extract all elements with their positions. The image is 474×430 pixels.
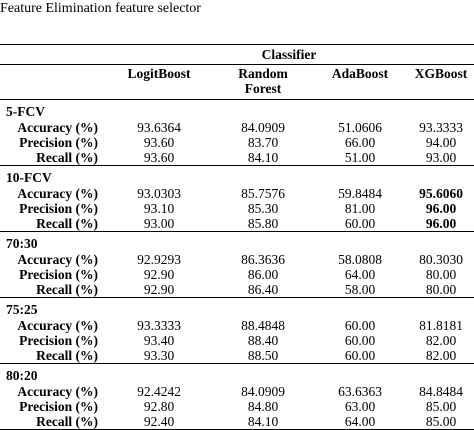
table-body: [0, 100, 474, 430]
group-row: [0, 232, 474, 253]
metric-label: Recall (%): [0, 414, 104, 430]
metric-label: Accuracy (%): [17, 186, 98, 201]
value-cell: 85.00: [408, 414, 474, 430]
value-cell: 64.00: [344, 267, 376, 282]
group-row: [0, 364, 474, 385]
value-cell: 81.00: [344, 201, 376, 216]
value-cell: 96.00: [425, 201, 457, 216]
metric-label: Accuracy (%): [17, 252, 98, 267]
table-row: [0, 318, 474, 333]
classifier-header-row: [0, 45, 474, 65]
value-cell: 93.60: [143, 150, 175, 165]
value-cell: 84.10: [247, 150, 279, 165]
metric-label: Recall (%): [36, 150, 98, 165]
value-cell: 81.8181: [419, 318, 463, 333]
table-row: [0, 348, 474, 364]
group-label: 70:30: [0, 232, 474, 253]
value-cell: 85.00: [425, 399, 457, 414]
value-cell: 63.00: [344, 399, 376, 414]
value-cell: 92.9293: [137, 252, 181, 267]
group-row: [0, 298, 474, 319]
value-cell: 63.6363: [338, 384, 382, 399]
value-cell: 51.00: [344, 150, 376, 165]
table-row: [0, 384, 474, 399]
metric-label: Accuracy (%): [17, 120, 98, 135]
metric-label: Recall (%): [36, 282, 98, 297]
metric-label: Precision (%): [19, 135, 98, 150]
value-cell: 84.8484: [419, 384, 463, 399]
table-row: [0, 333, 474, 348]
table-row: [0, 267, 474, 282]
table-row: [0, 399, 474, 414]
value-cell: 58.0808: [338, 252, 382, 267]
value-cell: 80.00: [425, 282, 457, 297]
group-row: [0, 100, 474, 121]
metric-label: Accuracy (%): [17, 384, 98, 399]
metric-label: Recall (%): [36, 216, 98, 231]
value-cell: 82.00: [425, 333, 457, 348]
table-caption: Feature Elimination feature selector: [0, 1, 201, 16]
value-cell: 92.4242: [137, 384, 181, 399]
column-header: LogitBoost: [104, 65, 214, 100]
value-cell: 83.70: [247, 135, 279, 150]
value-cell: 58.00: [344, 282, 376, 297]
table-row: [0, 186, 474, 201]
table-row: [0, 216, 474, 232]
table-row: [0, 150, 474, 166]
value-cell: 80.3030: [419, 252, 463, 267]
value-cell: 88.50: [247, 348, 279, 363]
metric-label: Accuracy (%): [17, 318, 98, 333]
classifier-header: Classifier: [104, 45, 474, 65]
value-cell: 93.6364: [137, 120, 181, 135]
value-cell: 82.00: [425, 348, 457, 363]
value-cell: 85.7576: [241, 186, 285, 201]
table-row: [0, 120, 474, 135]
value-cell: 84.10: [214, 414, 312, 430]
value-cell: 93.0303: [137, 186, 181, 201]
table-row: [0, 282, 474, 298]
group-label: 80:20: [0, 364, 474, 385]
value-cell: 84.0909: [241, 120, 285, 135]
value-cell: 59.8484: [338, 186, 382, 201]
metric-label: Precision (%): [19, 201, 98, 216]
value-cell: 93.00: [425, 150, 457, 165]
value-cell: 88.4848: [241, 318, 285, 333]
metric-label: Precision (%): [19, 399, 98, 414]
value-cell: 84.0909: [241, 384, 285, 399]
column-header: XGBoost: [408, 65, 474, 100]
table-row: [0, 201, 474, 216]
results-table: [0, 44, 474, 430]
value-cell: 93.3333: [419, 120, 463, 135]
value-cell: 86.00: [247, 267, 279, 282]
value-cell: 92.90: [143, 282, 175, 297]
group-label: 5-FCV: [6, 104, 45, 119]
metric-label: Precision (%): [19, 267, 98, 282]
metric-label: Precision (%): [19, 333, 98, 348]
value-cell: 60.00: [344, 348, 376, 363]
value-cell: 92.90: [143, 267, 175, 282]
group-label: 75:25: [0, 298, 474, 319]
value-cell: 92.40: [104, 414, 214, 430]
value-cell: 93.10: [143, 201, 175, 216]
value-cell: 85.30: [247, 201, 279, 216]
group-row: [0, 166, 474, 187]
column-header: Random Forest: [214, 65, 312, 100]
value-cell: 95.6060: [419, 186, 463, 201]
value-cell: 86.3636: [241, 252, 285, 267]
value-cell: 51.0606: [338, 120, 382, 135]
value-cell: 93.30: [143, 348, 175, 363]
column-header: AdaBoost: [312, 65, 408, 100]
value-cell: 80.00: [425, 267, 457, 282]
value-cell: 60.00: [344, 318, 376, 333]
table-row: [0, 414, 474, 430]
value-cell: 93.3333: [137, 318, 181, 333]
table-row: [0, 252, 474, 267]
value-cell: 85.80: [247, 216, 279, 231]
table-row: [0, 135, 474, 150]
value-cell: 94.00: [425, 135, 457, 150]
corner-cell: [0, 45, 104, 65]
column-header-row: [0, 65, 474, 100]
value-cell: 60.00: [344, 333, 376, 348]
value-cell: 86.40: [247, 282, 279, 297]
value-cell: 93.00: [143, 216, 175, 231]
value-cell: 88.40: [247, 333, 279, 348]
column-header-blank: [0, 65, 104, 100]
value-cell: 92.80: [143, 399, 175, 414]
value-cell: 64.00: [312, 414, 408, 430]
group-label: 10-FCV: [0, 166, 474, 187]
value-cell: 66.00: [344, 135, 376, 150]
value-cell: 93.40: [143, 333, 175, 348]
value-cell: 84.80: [247, 399, 279, 414]
value-cell: 96.00: [425, 216, 457, 231]
value-cell: 60.00: [344, 216, 376, 231]
metric-label: Recall (%): [36, 348, 98, 363]
value-cell: 93.60: [143, 135, 175, 150]
